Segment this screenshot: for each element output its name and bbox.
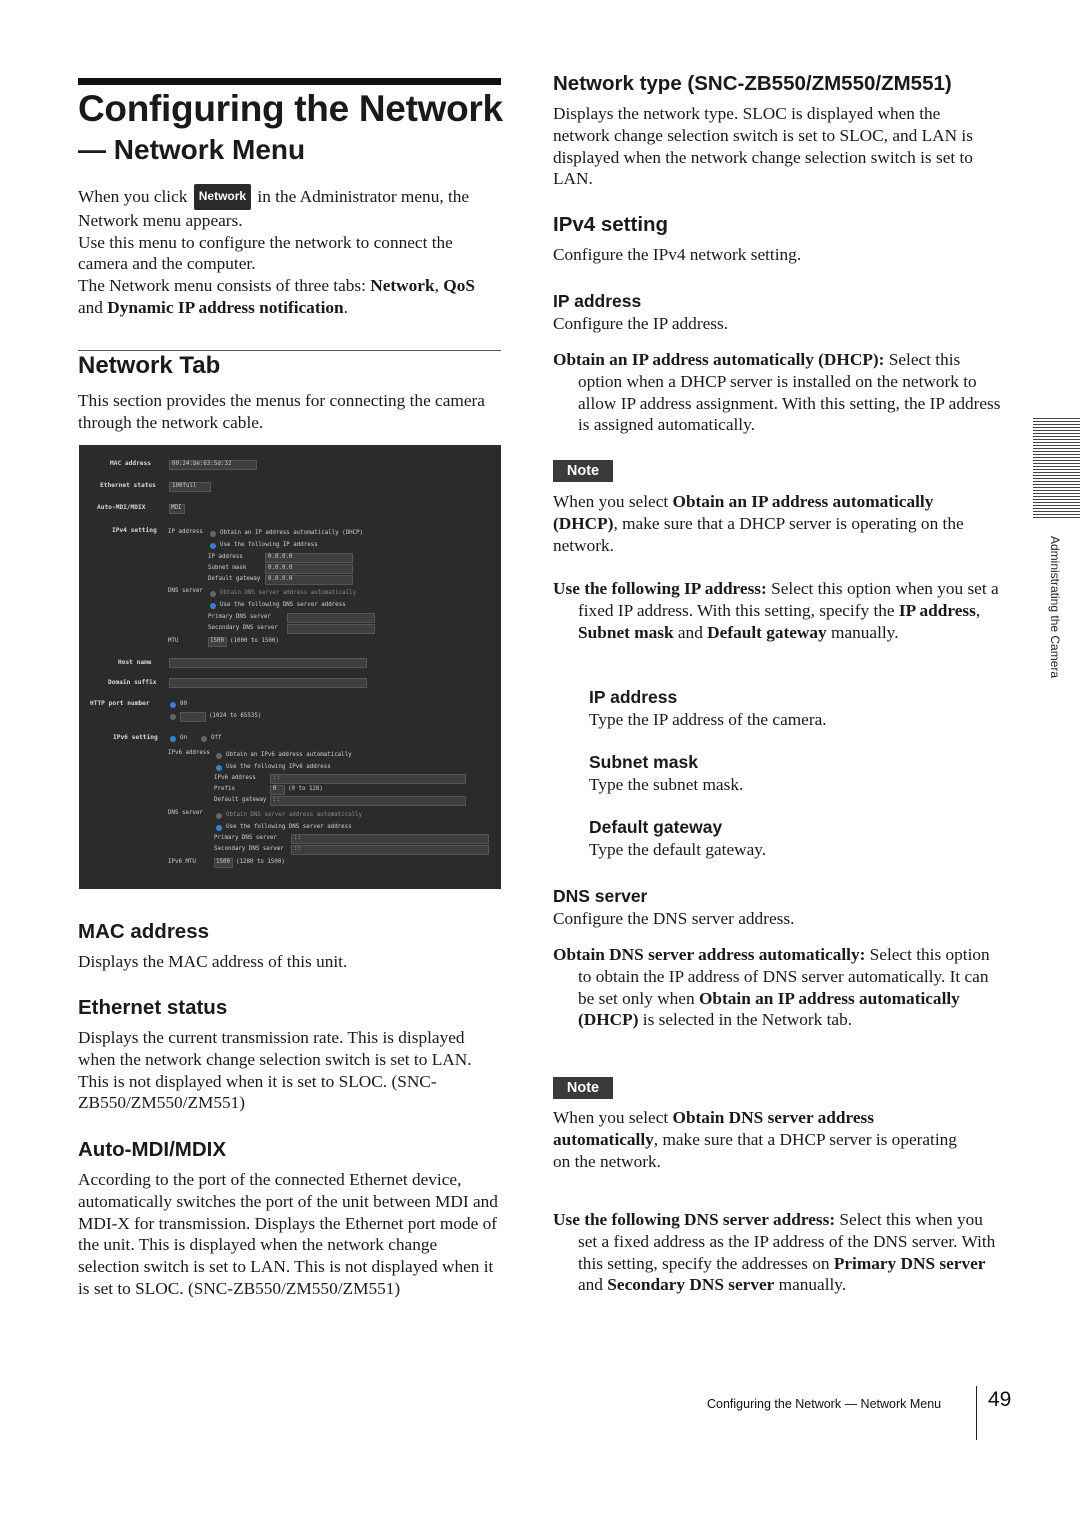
shot-radio-ipv6-off [201,736,207,742]
shot-f-pdns: Primary DNS server [208,614,271,620]
shot-f6-prefix: Prefix [214,786,235,792]
shot-mtu6: IPv6 MTU [168,859,196,865]
mdi-heading: Auto-MDI/MDIX [78,1138,227,1161]
shot-radio-ipv6-on [170,736,176,742]
sub-mask-text: Type the subnet mask. [589,775,744,794]
shot-opt-fixed: Use the following IP address [220,542,318,548]
shot-domain-label: Domain suffix [108,679,157,686]
shot-f6-pdns-value: :: [294,835,301,841]
shot-f-ip: IP address [208,554,243,560]
shot-f6-ip-value: :: [273,775,280,781]
shot-f6-prefix-value: 0 [273,786,277,792]
shot-mtu6-value: 1500 [216,859,230,865]
note-badge-1: Note [553,460,613,482]
shot-mac-label: MAC address [110,460,151,467]
shot-mdi-label: Auto-MDI/MDIX [97,504,146,511]
mac-heading: MAC address [78,920,210,943]
network-type-text: Displays the network type. SLOC is displayed when the network change selection switch is set to SLOC, and LAN is displayed when the network change selection switch is set to LAN. [553,104,973,189]
shot-f6-gw-value: :: [273,797,280,803]
footer-text: Configuring the Network — Network Menu [707,1397,942,1411]
shot-radio-ipv6-fixed [216,765,222,771]
shot-opt6-fixed: Use the following IPv6 address [226,764,331,770]
shot-ipv6-off: Off [211,735,222,741]
network-tab-description: This section provides the menus for connecting the camera through the network cable. [78,391,485,432]
shot-f6-sdns-value: :: [294,846,301,852]
shot-opt-dhcp: Obtain an IP address automatically (DHCP) [220,530,364,536]
shot-ipv4-label: IPv4 setting [112,527,157,534]
shot-mac-value: 00:24:be:63:5d:32 [172,461,232,467]
side-tab-label: Administrating the Camera [1048,536,1062,679]
shot-f6-sdns-box [291,845,489,855]
note-badge-2: Note [553,1077,613,1099]
footer-rule [976,1386,977,1440]
shot-http-box [180,712,206,722]
shot-f-gw-value: 0.0.0.0 [268,576,293,582]
ip-address-text: Configure the IP address. [553,314,729,333]
shot-mdi-value: MDI [171,505,182,511]
shot-opt6-auto: Obtain an IPv6 address automatically [226,752,352,758]
shot-ipaddr-sub: IP address [168,529,203,535]
shot-radio-dns6-fixed [216,825,222,831]
shot-f-pdns-box [287,613,375,623]
shot-f6-gw: Default gateway [214,797,267,803]
page-number: 49 [988,1388,1012,1411]
shot-f6-ip: IPv6 address [214,775,256,781]
note-2-text: When you select Obtain DNS server address automatically, make sure that a DHCP server is operating on the network. [553,1108,957,1171]
fixed-ip-option-text: Use the following IP address: Select this option when you set a fixed IP address. With this setting, specify the IP address, Subnet mask and Default gateway manually. [553,579,999,642]
shot-radio-fixed [210,543,216,549]
shot-radio-http-80 [170,702,176,708]
shot-radio-ipv6-auto [216,753,222,759]
shot-opt-dns-fixed: Use the following DNS server address [220,602,346,608]
shot-dns-sub: DNS server [168,588,203,594]
network-settings-screenshot [79,445,501,889]
shot-host-label: Host name [118,659,152,666]
side-tab-bars [1033,418,1080,520]
shot-eth-label: Ethernet status [100,482,156,489]
network-tab-heading: Network Tab [78,352,221,379]
mac-text: Displays the MAC address of this unit. [78,952,348,971]
sub-mask-heading: Subnet mask [589,752,698,772]
sub-gateway-text: Type the default gateway. [589,840,767,859]
sub-ip-heading: IP address [589,687,678,707]
dns-heading: DNS server [553,886,648,906]
shot-radio-http-custom [170,714,176,720]
shot-f6-pdns: Primary DNS server [214,835,277,841]
intro-text: When you click Network in the Administrator menu, the Network menu appears. Use this menu to configure the network to connect the camera and the computer. The Network menu consists of three tabs: Network, QoS and Dynamic IP address notification. [78,184,502,319]
ip-address-heading: IP address [553,291,642,311]
shot-f6-ip-box [270,774,466,784]
shot-domain-box [169,678,367,688]
shot-f-ip-value: 0.0.0.0 [268,554,293,560]
shot-radio-dns-auto [210,591,216,597]
title-rule [78,78,501,85]
dns-fixed-option-text: Use the following DNS server address: Select this when you set a fixed address as the IP address of the DNS server. With this setting, specify the addresses on Primary DNS server and Secondary DNS server manually. [553,1210,996,1295]
shot-f6-gw-box [270,796,466,806]
page-subtitle: — Network Menu [78,134,306,165]
shot-f6-pdns-box [291,834,489,844]
network-button-image: Network [194,184,251,210]
dns-auto-option-text: Obtain DNS server address automatically: Select this option to obtain the IP address of DNS server automatically. It can be set only when Obtain an IP address automatically (DHCP) is selected in the Network tab. [553,945,990,1030]
shot-mtu6-range: (1280 to 1500) [236,859,285,865]
network-type-heading: Network type (SNC-ZB550/ZM550/ZM551) [553,72,952,95]
section-rule [78,350,501,351]
shot-radio-dns6-auto [216,813,222,819]
shot-http-range: (1024 to 65535) [209,713,262,719]
shot-http-label: HTTP port number [90,700,150,707]
shot-f6-prefix-range: (0 to 128) [288,786,323,792]
shot-ipv6-label: IPv6 setting [113,734,158,741]
shot-f6-sdns: Secondary DNS server [214,846,284,852]
dhcp-option-text: Obtain an IP address automatically (DHCP): Select this option when a DHCP server is installed on the network to allow IP address assignment. With this setting, the IP address is assigned automatically. [553,350,1001,435]
shot-f-sdns-box [287,624,375,634]
shot-mtu: MTU [168,638,179,644]
shot-ipv6addr-sub: IPv6 address [168,750,210,756]
page-title: Configuring the Network [78,88,503,129]
shot-http-value: 80 [180,701,187,707]
sub-gateway-heading: Default gateway [589,817,723,837]
shot-ipv6-on: On [180,735,187,741]
note-1-text: When you select Obtain an IP address automatically (DHCP), make sure that a DHCP server is operating on the network. [553,492,964,555]
shot-f-mask-value: 0.0.0.0 [268,565,293,571]
shot-radio-dhcp [210,531,216,537]
shot-f-mask: Subnet mask [208,565,247,571]
shot-f-sdns: Secondary DNS server [208,625,278,631]
ipv4-text: Configure the IPv4 network setting. [553,245,802,264]
shot-radio-dns-fixed [210,603,216,609]
dns-text: Configure the DNS server address. [553,909,795,928]
ipv4-heading: IPv4 setting [553,213,669,236]
shot-host-box [169,658,367,668]
shot-mtu-range: (1000 to 1500) [230,638,279,644]
sub-ip-text: Type the IP address of the camera. [589,710,827,729]
ethernet-text: Displays the current transmission rate. This is displayed when the network change selection switch is set to LAN. This is not displayed when it is set to SLOC. (SNC-ZB550/ZM550/ZM551) [78,1028,472,1113]
shot-opt-dns-auto: Obtain DNS server address automatically [220,590,357,596]
shot-dns6-sub: DNS server [168,810,203,816]
shot-opt6-dns-auto: Obtain DNS server address automatically [226,812,363,818]
mdi-text: According to the port of the connected Ethernet device, automatically switches the port of the unit between MDI and MDI-X for transmission. Displays the Ethernet port mode of the unit. This is displayed when the network change selection switch is set to LAN. This is not displayed when it is set to SLOC. (SNC-ZB550/ZM550/ZM551) [78,1170,498,1298]
shot-f-gw: Default gateway [208,576,261,582]
shot-opt6-dns-fixed: Use the following DNS server address [226,824,352,830]
shot-mtu-value: 1500 [210,638,224,644]
shot-eth-value: 100full [172,483,197,489]
ethernet-heading: Ethernet status [78,996,228,1019]
